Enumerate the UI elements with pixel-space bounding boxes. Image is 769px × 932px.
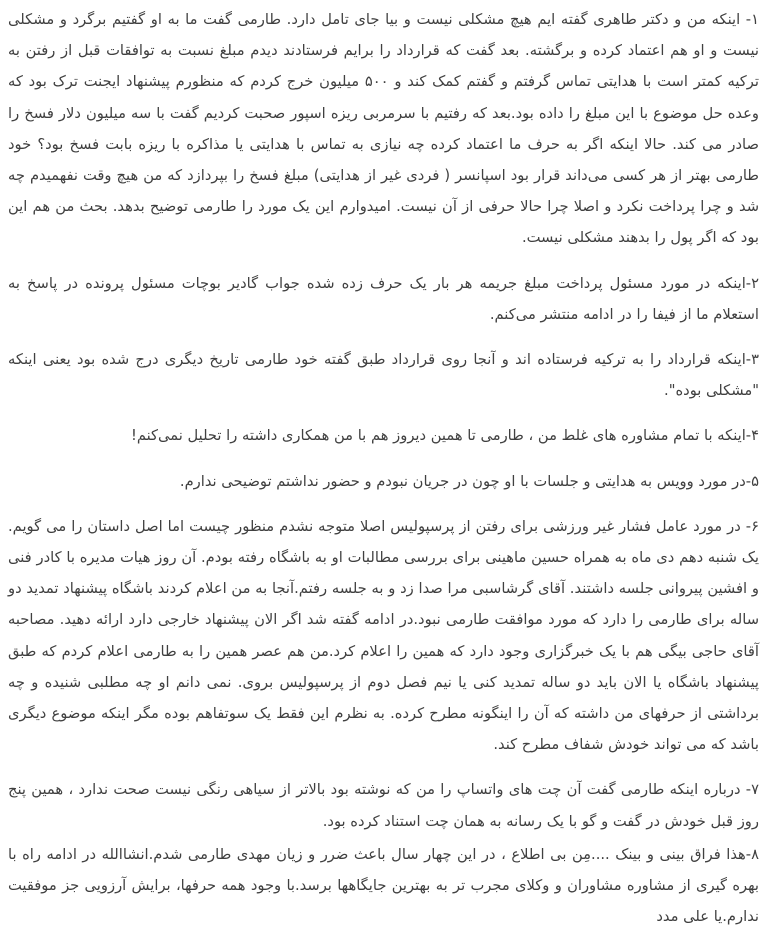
paragraph-item-3: ۳-اینکه قرارداد را به ترکیه فرستاده اند و آنجا روی قرارداد طبق گفته خود طارمی تاریخ دیگری درج شده بود یعنی اینکه "مشکلی بوده". — [8, 351, 759, 400]
paragraph-item-5: ۵-در مورد وویس به هدایتی و جلسات با او چون در جریان نبودم و حضور نداشتم توضیحی ندارم. — [179, 472, 759, 490]
paragraph-item-1: ۱- اینکه من و دکتر طاهری گفته ایم هیچ مشکلی نیست و بیا جای تامل دارد. طارمی گفت ما به او گفتیم برگرد و مشکلی نیست و او هم اعتماد کرده و برگشته. بعد گفت که قرارداد را برایم فرستادند دیدم مبلغ نسبت به توافقات قبل از رفتن به ترکیه کمتر است با هدایتی تماس گرفتم و گفتم کمک کند و ۵۰۰ میلیون خرج کردم که منظورم پیشنهاد ایجنت ترک بود که وعده حل موضوع با این مبلغ را داده بود.بعد که رفتیم با سرمربی ریزه اسپور صحبت کردیم گفت با سه میلیون دلار فسخ را صادر می کند. حالا اینکه اگر به حرف ما اعتماد کرده چه نیازی به تماس با هدایتی یا مذاکره با ریزه بابت فسخ بود؟ خود طارمی بهتر از هر کسی می‌داند قرار بود اسپانسر ( فردی غیر از هدایتی) مبلغ فسخ را بپردازد که من هیچ وقت نفهمیدم چه شد و چرا پرداخت نکرد و اصلا چرا حالا حرفی از آن نیست. امیدوارم این یک مورد را طارمی توضیح بدهد. بحث من هم این بود که اگر پول را بدهند مشکلی نیست. — [8, 11, 759, 247]
paragraph-item-7: ۷- درباره اینکه طارمی گفت آن چت های واتساپ را من که نوشته بود بالاتر از سیاهی رنگی نیست صحت ندارد ، همین پنج روز قبل خودش در گفت و گو با یک رسانه به همان چت استناد کرده بود. — [8, 781, 759, 830]
paragraph-item-6: ۶- در مورد عامل فشار غیر ورزشی برای رفتن از پرسپولیس اصلا متوجه نشدم منظور چیست اما اصل داستان را می گویم. یک شنبه دهم دی ماه به همراه حسین ماهینی برای بررسی مطالبات او به باشگاه رفته بودم. آن روز هیات مدیره با کادر فنی و افشین پیروانی جلسه داشتند. آقای گرشاسبی مرا صدا زد و به جلسه رفتم.آنجا به من اعلام کردند باشگاه پیشنهاد تمدید دو ساله برای طارمی را دارد که مورد موافقت طارمی نبود.در ادامه گفته شد اگر الان پیشنهاد خارجی دارد ارائه دهید. مصاحبه آقای حاجی بیگی هم با یک خبرگزاری وجود دارد که همین را اعلام کرد.من هم عصر همین را به طارمی اعلام کردم که طبق پیشنهاد باشگاه یا الان باید دو ساله تمدید کنی یا نیم فصل دوم از پرسپولیس بروی. نمی دانم او چه مطلبی شنیده و چه برداشتی از حرفهای من داشته که آن را اینگونه مطرح کرده. به نظرم این فقط یک سوتفاهم بوده مگر اینکه موضوع دیگری باشد که می تواند خودش شفاف مطرح کند. — [8, 517, 759, 754]
paragraph-item-4: ۴-اینکه با تمام مشاوره های غلط من ، طارمی تا همین دیروز هم با من همکاری داشته را تحلیل نمی‌کنم! — [130, 427, 759, 445]
paragraph-item-8: ۸-هذا فراق بینی و بینک ....مِن بی اطلاع ، در این چهار سال باعث ضرر و زیان مهدی طارمی شدم.انشاالله در ادامه راه با بهره گیری از مشاوره مشاوران و وکلای مجرب تر به بهترین جایگاهها برسد.با وجود همه حرفها، برایش آرزویی جز موفقیت ندارم.یا علی مدد — [8, 845, 759, 926]
paragraph-item-2: ۲-اینکه در مورد مسئول پرداخت مبلغ جریمه هر بار یک حرف زده شده جواب گادیر بوچات مسئول پرونده در پاسخ به استعلام ما از فیفا را در ادامه منتشر می‌کنم. — [8, 274, 759, 323]
